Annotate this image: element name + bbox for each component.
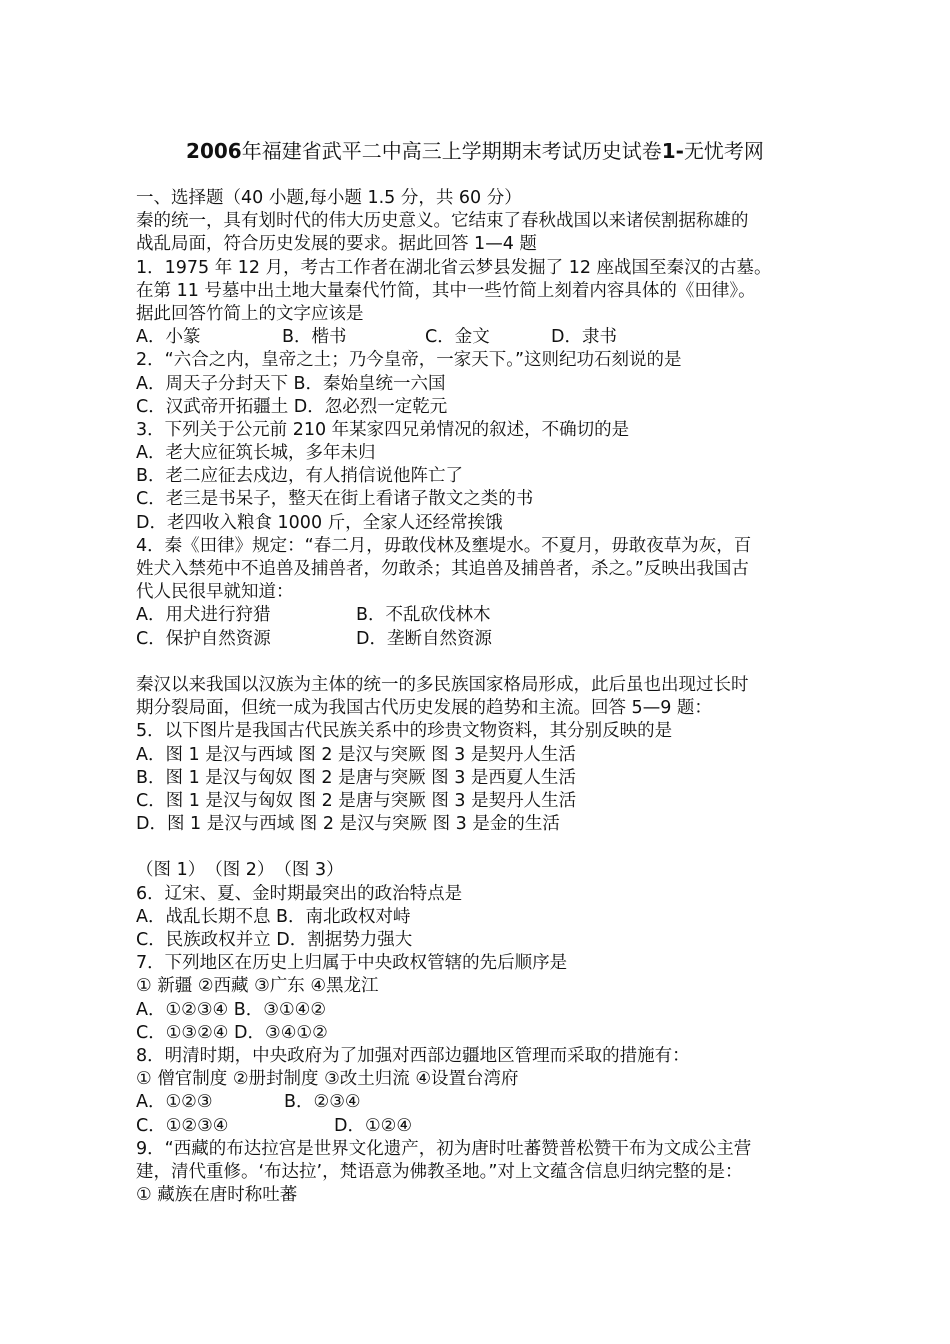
intro-text: 期分裂局面，但统一成为我国古代历史发展的趋势和主流。回答 5—9 题： [136,698,712,719]
question-4-options [136,628,836,651]
question-2-options: C．汉武帝开拓疆土 D．忽必烈一定乾元 [136,396,448,417]
blank-line [136,651,836,674]
question-4: 4．秦《田律》规定：“春二月，毋敢伐林及壅堤水。不夏月，毋敢夜草为灰，百 [136,535,752,556]
title-year: 2006 [186,139,242,163]
question-3-option: B．老二应征去戍边，有人捎信说他阵亡了 [136,466,464,487]
question-2: 2．“六合之内，皇帝之土；乃今皇帝，一家天下。”这则纪功石刻说的是 [136,350,682,371]
question-4-options [136,604,836,627]
option-d: D．隶书 [551,327,617,348]
option-d: D．①②④ [334,1115,413,1136]
question-6: 6．辽宋、夏、金时期最突出的政治特点是 [136,883,463,904]
question-8: 8．明清时期，中央政府为了加强对西部边疆地区管理而采取的措施有： [136,1045,690,1066]
option-b: B．不乱砍伐林木 [356,605,491,626]
question-8-options [136,1115,836,1138]
question-2-options: A．周天子分封天下 B．秦始皇统一六国 [136,373,446,394]
question-7-items: ① 新疆 ②西藏 ③广东 ④黑龙江 [136,976,379,997]
question-7-options: C．①③②④ D．③④①② [136,1022,328,1043]
option-a: A．小篆 [136,327,201,348]
question-8-options [136,1091,836,1114]
question-1-options [136,326,836,349]
option-c: C．保护自然资源 [136,628,271,649]
question-1: 据此回答竹简上的文字应该是 [136,303,364,324]
question-4: 代人民很早就知道： [136,582,294,603]
question-4: 姓犬入禁苑中不追兽及捕兽者，勿敢杀；其追兽及捕兽者，杀之。”反映出我国古 [136,559,749,579]
question-7-options: A．①②③④ B．③①④② [136,999,327,1020]
option-b: B．②③④ [284,1092,361,1113]
option-d: D．垄断自然资源 [356,628,492,649]
question-3-option: D．老四收入粮食 1000 斤，全家人还经常挨饿 [136,512,503,533]
question-3-option: A．老大应征筑长城，多年未归 [136,443,376,464]
question-1: 1．1975 年 12 月，考古工作者在湖北省云梦县发掘了 12 座战国至秦汉的古墓。 [136,257,772,278]
question-9: 建，清代重修。‘布达拉’，梵语意为佛教圣地。”对上文蕴含信息归纳完整的是： [136,1161,743,1182]
question-6-options: A．战乱长期不息 B．南北政权对峙 [136,906,411,927]
option-b: B．楷书 [282,327,347,348]
question-9: 9．“西藏的布达拉宫是世界文化遗产，初为唐时吐蕃赞普松赞干布为文成公主营 [136,1138,752,1159]
title-number: 1- [661,139,684,163]
question-6-options: C．民族政权并立 D．割据势力强大 [136,930,413,950]
option-a: A．①②③ [136,1092,213,1113]
intro-text: 秦汉以来我国以汉族为主体的统一的多民族国家格局形成，此后虽也出现过长时 [136,674,749,695]
title-text: 年福建省武平二中高三上学期期末考试历史试卷 [241,139,662,163]
intro-text: 战乱局面，符合历史发展的要求。据此回答 1—4 题 [136,234,537,255]
option-a: A．用犬进行狩猎 [136,605,271,626]
exam-body [136,187,836,1207]
question-9-item: ① 藏族在唐时称吐蕃 [136,1185,298,1206]
title-site: 无忧考网 [683,139,764,163]
option-c: C．金文 [425,327,490,348]
section-heading: 一、选择题（40 小题,每小题 1.5 分，共 60 分） [136,188,522,208]
option-c: C．①②③④ [136,1115,229,1136]
question-3-option: C．老三是书呆子，整天在街上看诸子散文之类的书 [136,489,534,510]
page-title [0,137,950,165]
question-5-option: C．图 1 是汉与匈奴 图 2 是唐与突厥 图 3 是契丹人生活 [136,790,577,811]
intro-text: 秦的统一，具有划时代的伟大历史意义。它结束了春秋战国以来诸侯割据称雄的 [136,211,749,232]
question-5: 5．以下图片是我国古代民族关系中的珍贵文物资料，其分别反映的是 [136,721,673,742]
question-5-option: B．图 1 是汉与匈奴 图 2 是唐与突厥 图 3 是西夏人生活 [136,767,576,788]
blank-line [136,836,836,859]
question-3: 3．下列关于公元前 210 年某家四兄弟情况的叙述，不确切的是 [136,419,630,440]
figure-labels: （图 1） （图 2） （图 3） [136,860,344,881]
question-1: 在第 11 号墓中出土地大量秦代竹简，其中一些竹简上刻着内容具体的《田律》。 [136,280,756,301]
question-7: 7．下列地区在历史上归属于中央政权管辖的先后顺序是 [136,953,568,974]
question-5-option: A．图 1 是汉与西域 图 2 是汉与突厥 图 3 是契丹人生活 [136,744,576,765]
question-5-option: D．图 1 是汉与西域 图 2 是汉与突厥 图 3 是金的生活 [136,814,560,835]
question-8-items: ① 僧官制度 ②册封制度 ③改土归流 ④设置台湾府 [136,1069,519,1090]
